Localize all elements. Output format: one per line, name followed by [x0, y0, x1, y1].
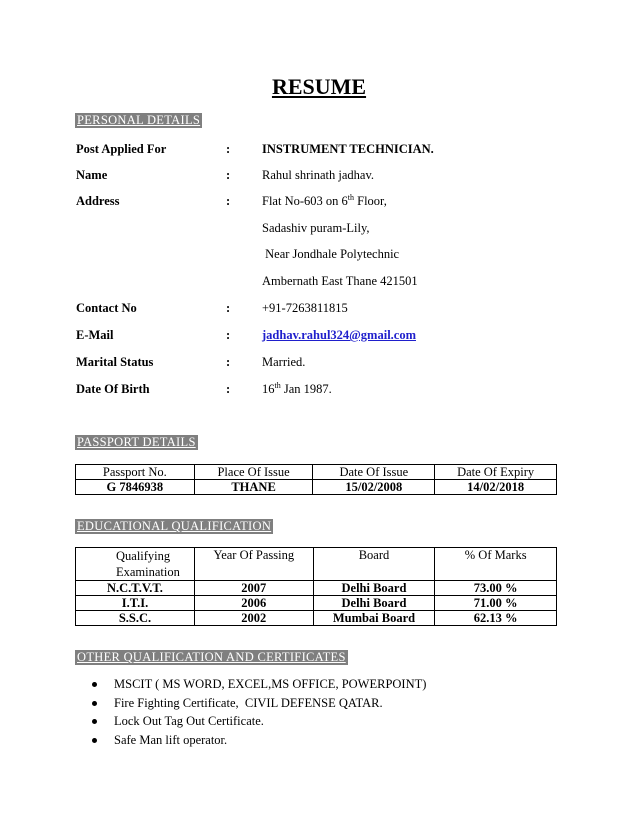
table-header-cell: Date Of Issue	[313, 465, 435, 480]
table-header-cell: Place Of Issue	[194, 465, 313, 480]
table-cell: THANE	[194, 480, 313, 495]
colon: :	[226, 382, 231, 396]
certificates-list	[92, 675, 426, 749]
address-label: Address	[76, 194, 120, 208]
table-header-cell: Passport No.	[76, 465, 195, 480]
row-marital	[0, 353, 638, 371]
dob-value: 16th Jan 1987.	[262, 380, 332, 396]
email-value	[262, 326, 416, 344]
table-cell: 71.00 %	[435, 596, 557, 611]
table-header-cell: Qualifying Examination	[76, 548, 195, 581]
table-header-cell: Board	[313, 548, 435, 581]
post-applied-value: INSTRUMENT TECHNICIAN.	[262, 142, 434, 156]
dob-label: Date Of Birth	[76, 382, 150, 396]
table-cell: Delhi Board	[313, 596, 435, 611]
table-cell: 2002	[194, 611, 313, 626]
table-header-cell: Date Of Expiry	[435, 465, 557, 480]
education-table	[75, 547, 557, 626]
table-cell: 62.13 %	[435, 611, 557, 626]
table-header-row	[76, 465, 557, 480]
list-item: Lock Out Tag Out Certificate.	[92, 712, 426, 731]
colon: :	[226, 168, 231, 182]
name-label: Name	[76, 168, 108, 182]
table-cell: Mumbai Board	[313, 611, 435, 626]
section-heading-educational-qualification: EDUCATIONAL QUALIFICATION	[77, 519, 272, 533]
table-cell: S.S.C.	[76, 611, 195, 626]
table-cell: I.T.I.	[76, 596, 195, 611]
row-name	[0, 166, 638, 184]
row-address-4	[0, 272, 638, 290]
bullet-icon	[92, 738, 97, 743]
colon: :	[226, 142, 231, 156]
row-address-3	[0, 245, 638, 263]
contact-label: Contact No	[76, 301, 137, 315]
section-heading-personal-details: PERSONAL DETAILS	[77, 113, 201, 127]
row-address	[0, 192, 638, 210]
table-header-cell: % Of Marks	[435, 548, 557, 581]
colon: :	[226, 194, 231, 208]
marital-value: Married.	[262, 355, 306, 369]
table-cell: 73.00 %	[435, 581, 557, 596]
bullet-icon	[92, 701, 97, 706]
email-label: E-Mail	[76, 328, 114, 342]
table-cell: 2007	[194, 581, 313, 596]
row-contact	[0, 299, 638, 317]
bullet-icon	[92, 719, 97, 724]
email-link[interactable]: jadhav.rahul324@gmail.com	[262, 328, 416, 342]
address-line-3: Near Jondhale Polytechnic	[262, 247, 400, 261]
table-cell: G 7846938	[76, 480, 195, 495]
bullet-icon	[92, 682, 97, 687]
passport-table	[75, 464, 557, 495]
colon: :	[226, 328, 231, 342]
table-cell: N.C.T.V.T.	[76, 581, 195, 596]
table-row	[76, 581, 557, 596]
list-item: Safe Man lift operator.	[92, 731, 426, 750]
post-applied-label: Post Applied For	[76, 142, 167, 156]
address-line-4: Ambernath East Thane 421501	[262, 274, 418, 288]
table-row	[76, 480, 557, 495]
table-cell: 2006	[194, 596, 313, 611]
document-title: RESUME	[271, 74, 367, 99]
colon: :	[226, 301, 231, 315]
section-heading-passport-details: PASSPORT DETAILS	[77, 435, 196, 449]
row-email	[0, 326, 638, 344]
table-cell: Delhi Board	[313, 581, 435, 596]
list-item: MSCIT ( MS WORD, EXCEL,MS OFFICE, POWERPOINT)	[92, 675, 426, 694]
section-heading-other-qualification: OTHER QUALIFICATION AND CERTIFICATES	[77, 650, 346, 664]
colon: :	[226, 355, 231, 369]
table-header-cell: Year Of Passing	[194, 548, 313, 581]
address-line-1: Flat No-603 on 6th Floor,	[262, 192, 387, 208]
row-dob	[0, 380, 638, 398]
contact-value: +91-7263811815	[262, 301, 348, 315]
list-item: Fire Fighting Certificate, CIVIL DEFENSE QATAR.	[92, 694, 426, 713]
row-post-applied	[0, 140, 638, 158]
row-address-2	[0, 219, 638, 237]
table-row	[76, 611, 557, 626]
table-cell: 14/02/2018	[435, 480, 557, 495]
table-row	[76, 596, 557, 611]
table-cell: 15/02/2008	[313, 480, 435, 495]
table-header-row	[76, 548, 557, 581]
name-value: Rahul shrinath jadhav.	[262, 168, 375, 182]
address-line-2: Sadashiv puram-Lily,	[262, 221, 370, 235]
marital-label: Marital Status	[76, 355, 154, 369]
